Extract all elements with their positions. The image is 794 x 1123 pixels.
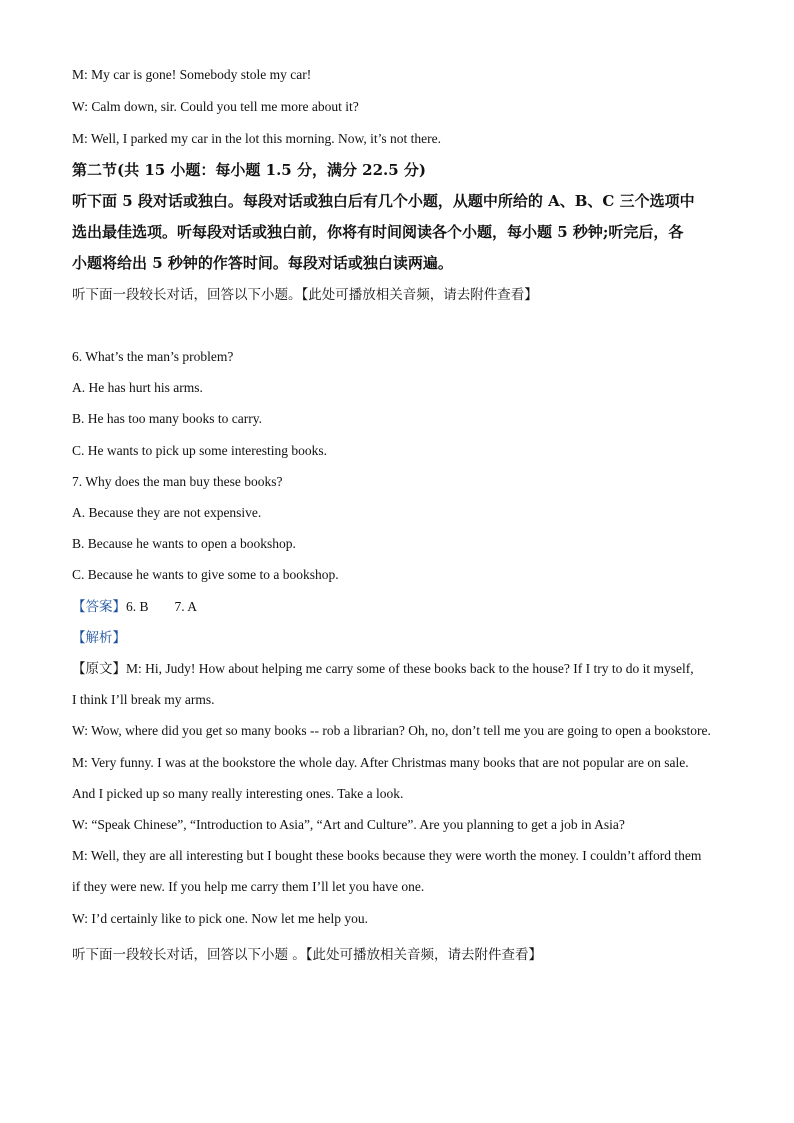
answer-line <box>72 598 197 616</box>
dialogue-line: W: Calm down, sir. Could you tell me more about it? <box>72 99 359 114</box>
option-a: A. He has hurt his arms. <box>72 380 203 395</box>
transcript-line: if they were new. If you help me carry them I’ll let you have one. <box>72 879 425 894</box>
section-instructions: 听下面 5 段对话或独白。每段对话或独白后有几个小题，从题中所给的 A、B、C 三个选项中 <box>72 192 695 210</box>
transcript-line: W: Wow, where did you get so many books -- rob a librarian? Oh, no, don’t tell me you are going to open a bookstore. <box>72 723 711 738</box>
dialogue-line: M: My car is gone! Somebody stole my car! <box>72 67 312 82</box>
answer-6: 6. B <box>126 599 149 614</box>
section-instructions: 小题将给出 5 秒钟的作答时间。每段对话或独白读两遍。 <box>72 254 453 272</box>
transcript-line: M: Well, they are all interesting but I bought these books because they were worth the money. I couldn’t afford them <box>72 848 702 863</box>
option-c: C. Because he wants to give some to a bookshop. <box>72 567 339 582</box>
section-instructions: 选出最佳选项。听每段对话或独白前，你将有时间阅读各个小题，每小题 5 秒钟;听完后，各 <box>72 223 684 241</box>
option-a: A. Because they are not expensive. <box>72 505 262 520</box>
section-heading: 第二节(共 15 小题：每小题 1.5 分，满分 22.5 分) <box>72 161 427 179</box>
transcript-line: M: Very funny. I was at the bookstore the whole day. After Christmas many books that are not popular are on sale. <box>72 755 689 770</box>
question-stem: 7. Why does the man buy these books? <box>72 474 283 489</box>
option-c: C. He wants to pick up some interesting books. <box>72 443 327 458</box>
analysis-line <box>72 629 126 647</box>
transcript-line: W: I’d certainly like to pick one. Now let me help you. <box>72 911 369 926</box>
transcript-line <box>72 660 694 678</box>
listening-prompt: 听下面一段较长对话，回答以下小题 。【此处可播放相关音频，请去附件查看】 <box>72 947 543 963</box>
analysis-tag: 【解析】 <box>72 630 126 646</box>
question-stem: 6. What’s the man’s problem? <box>72 349 234 364</box>
transcript-tag: 【原文】 <box>72 661 126 677</box>
answer-tag: 【答案】 <box>72 599 126 615</box>
dialogue-line: M: Well, I parked my car in the lot this morning. Now, it’s not there. <box>72 131 441 146</box>
answer-7: 7. A <box>174 599 198 614</box>
transcript-text: M: Hi, Judy! How about helping me carry some of these books back to the house? If I try to do it myself, <box>126 661 694 676</box>
transcript-line: I think I’ll break my arms. <box>72 692 215 707</box>
transcript-line: And I picked up so many really interesting ones. Take a look. <box>72 786 404 801</box>
listening-prompt: 听下面一段较长对话，回答以下小题。【此处可播放相关音频，请去附件查看】 <box>72 287 538 303</box>
transcript-line: W: “Speak Chinese”, “Introduction to Asia”, “Art and Culture”. Are you planning to get a job in Asia? <box>72 817 625 832</box>
option-b: B. Because he wants to open a bookshop. <box>72 536 296 551</box>
option-b: B. He has too many books to carry. <box>72 411 262 426</box>
